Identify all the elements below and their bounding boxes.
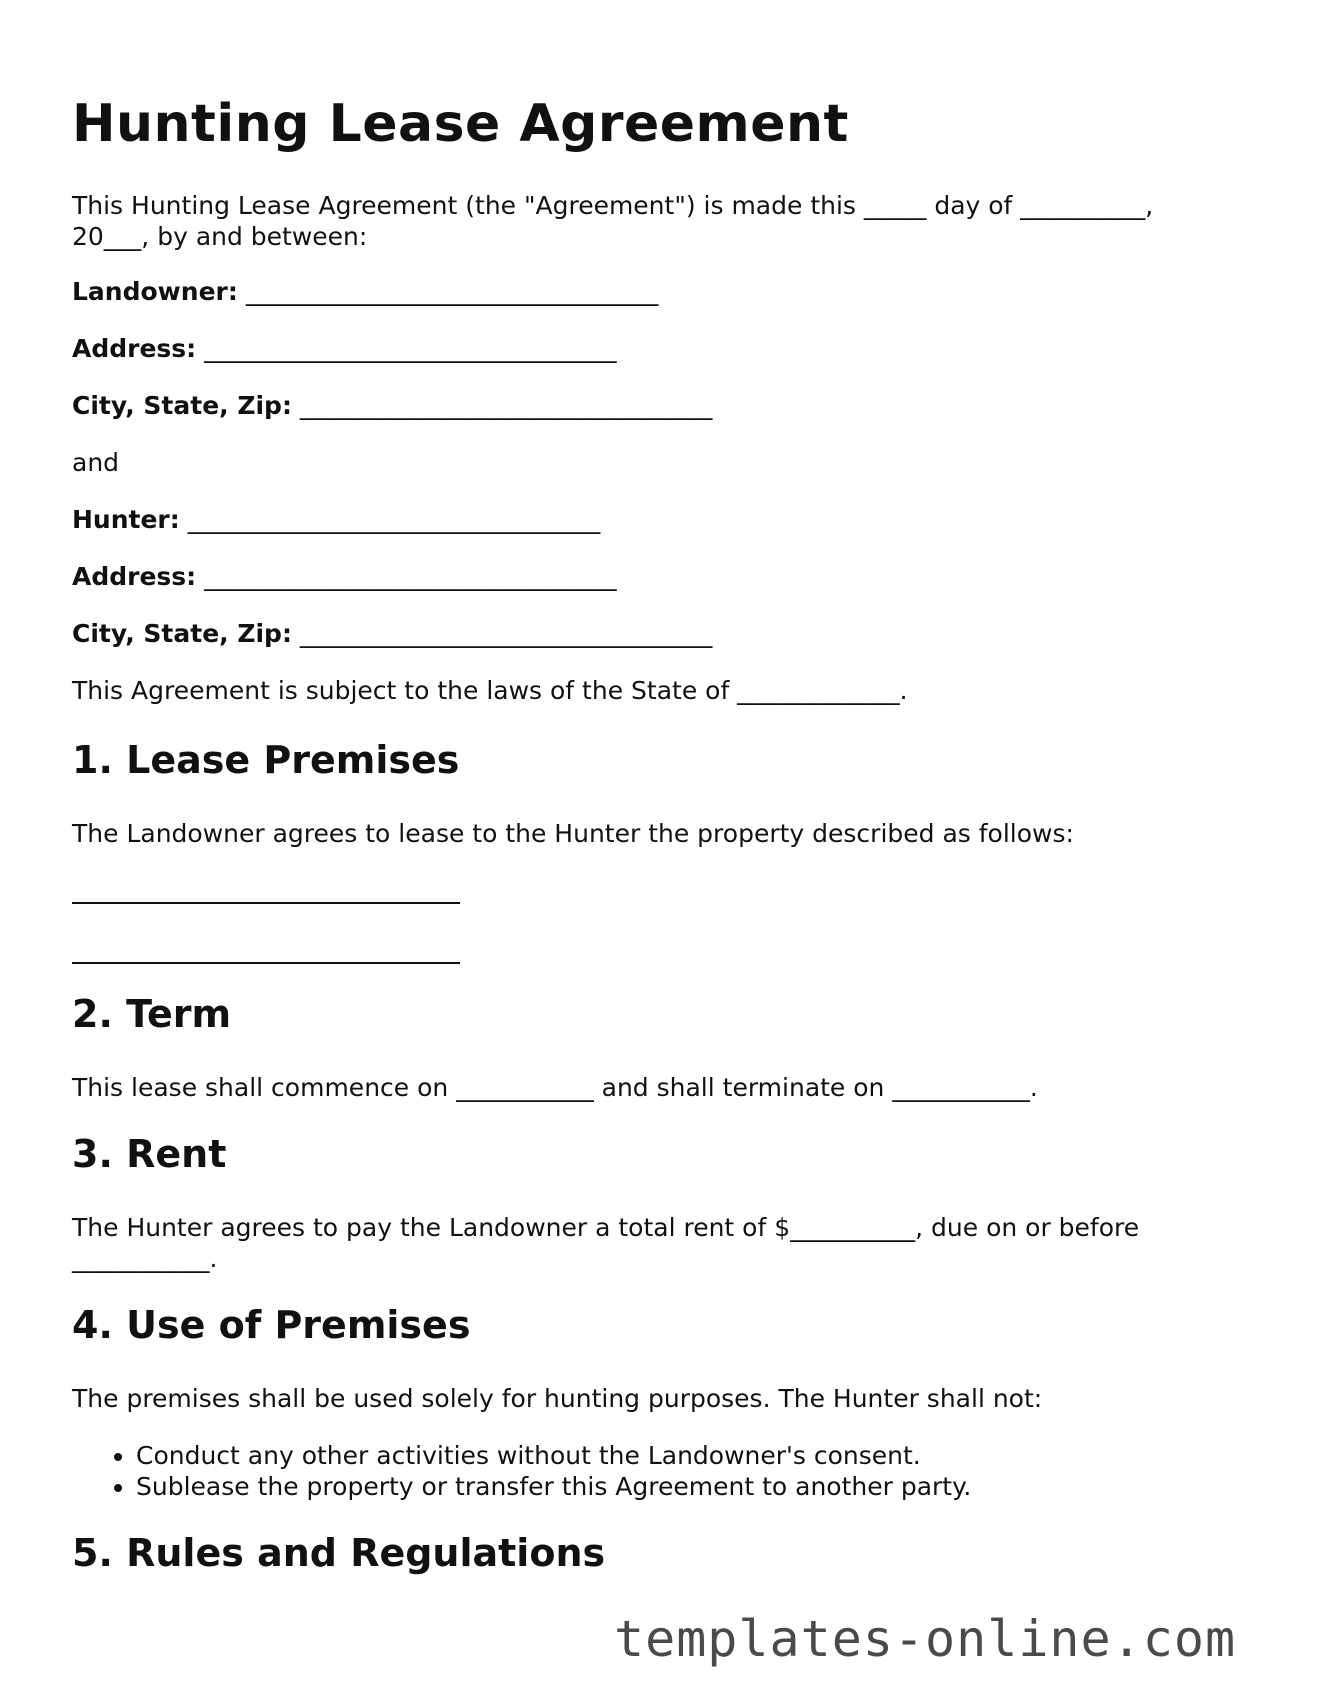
- landowner-city-label: City, State, Zip:: [72, 391, 292, 420]
- list-item: • Conduct any other activities without the Landowner's consent.: [136, 1440, 971, 1471]
- hunter-address-field: [72, 561, 617, 592]
- landowner-address-field: [72, 333, 617, 364]
- use-paragraph: The premises shall be used solely for hunting purposes. The Hunter shall not:: [72, 1384, 1043, 1413]
- watermark: templates-online.com: [614, 1610, 1237, 1668]
- use-restrictions-list: [72, 1440, 971, 1502]
- document-title: Hunting Lease Agreement: [72, 94, 849, 154]
- hunter-name-field: [72, 504, 600, 535]
- landowner-name-blank: _________________________________: [245, 277, 659, 306]
- governing-law-paragraph: This Agreement is subject to the laws of the State of _____________.: [72, 676, 908, 705]
- hunter-address-label: Address:: [72, 562, 197, 591]
- hunter-city-label: City, State, Zip:: [72, 619, 292, 648]
- and-text: and: [72, 448, 120, 477]
- section-heading-premises: 1. Lease Premises: [72, 738, 460, 782]
- hunter-city-blank: _________________________________: [299, 619, 713, 648]
- premises-description-line-2: [72, 962, 460, 964]
- hunter-city-field: [72, 618, 712, 649]
- list-item: • Sublease the property or transfer this Agreement to another party.: [136, 1471, 971, 1502]
- section-heading-rules: 5. Rules and Regulations: [72, 1531, 606, 1575]
- hunter-name-label: Hunter:: [72, 505, 180, 534]
- section-heading-rent: 3. Rent: [72, 1132, 227, 1176]
- hunter-name-blank: _________________________________: [187, 505, 601, 534]
- premises-paragraph: The Landowner agrees to lease to the Hunter the property described as follows:: [72, 819, 1074, 848]
- landowner-city-blank: _________________________________: [299, 391, 713, 420]
- landowner-address-label: Address:: [72, 334, 197, 363]
- hunter-address-blank: _________________________________: [204, 562, 617, 591]
- section-heading-use: 4. Use of Premises: [72, 1303, 471, 1347]
- section-heading-term: 2. Term: [72, 992, 232, 1036]
- premises-description-line-1: [72, 902, 460, 904]
- intro-paragraph: This Hunting Lease Agreement (the "Agreement") is made this _____ day of __________, 20___, by and between:: [72, 191, 1154, 251]
- rent-paragraph: The Hunter agrees to pay the Landowner a total rent of $__________, due on or before ___________.: [72, 1213, 1140, 1273]
- landowner-name-label: Landowner:: [72, 277, 238, 306]
- landowner-name-field: [72, 276, 658, 307]
- term-paragraph: This lease shall commence on ___________ and shall terminate on ___________.: [72, 1073, 1038, 1102]
- landowner-city-field: [72, 390, 712, 421]
- landowner-address-blank: _________________________________: [204, 334, 617, 363]
